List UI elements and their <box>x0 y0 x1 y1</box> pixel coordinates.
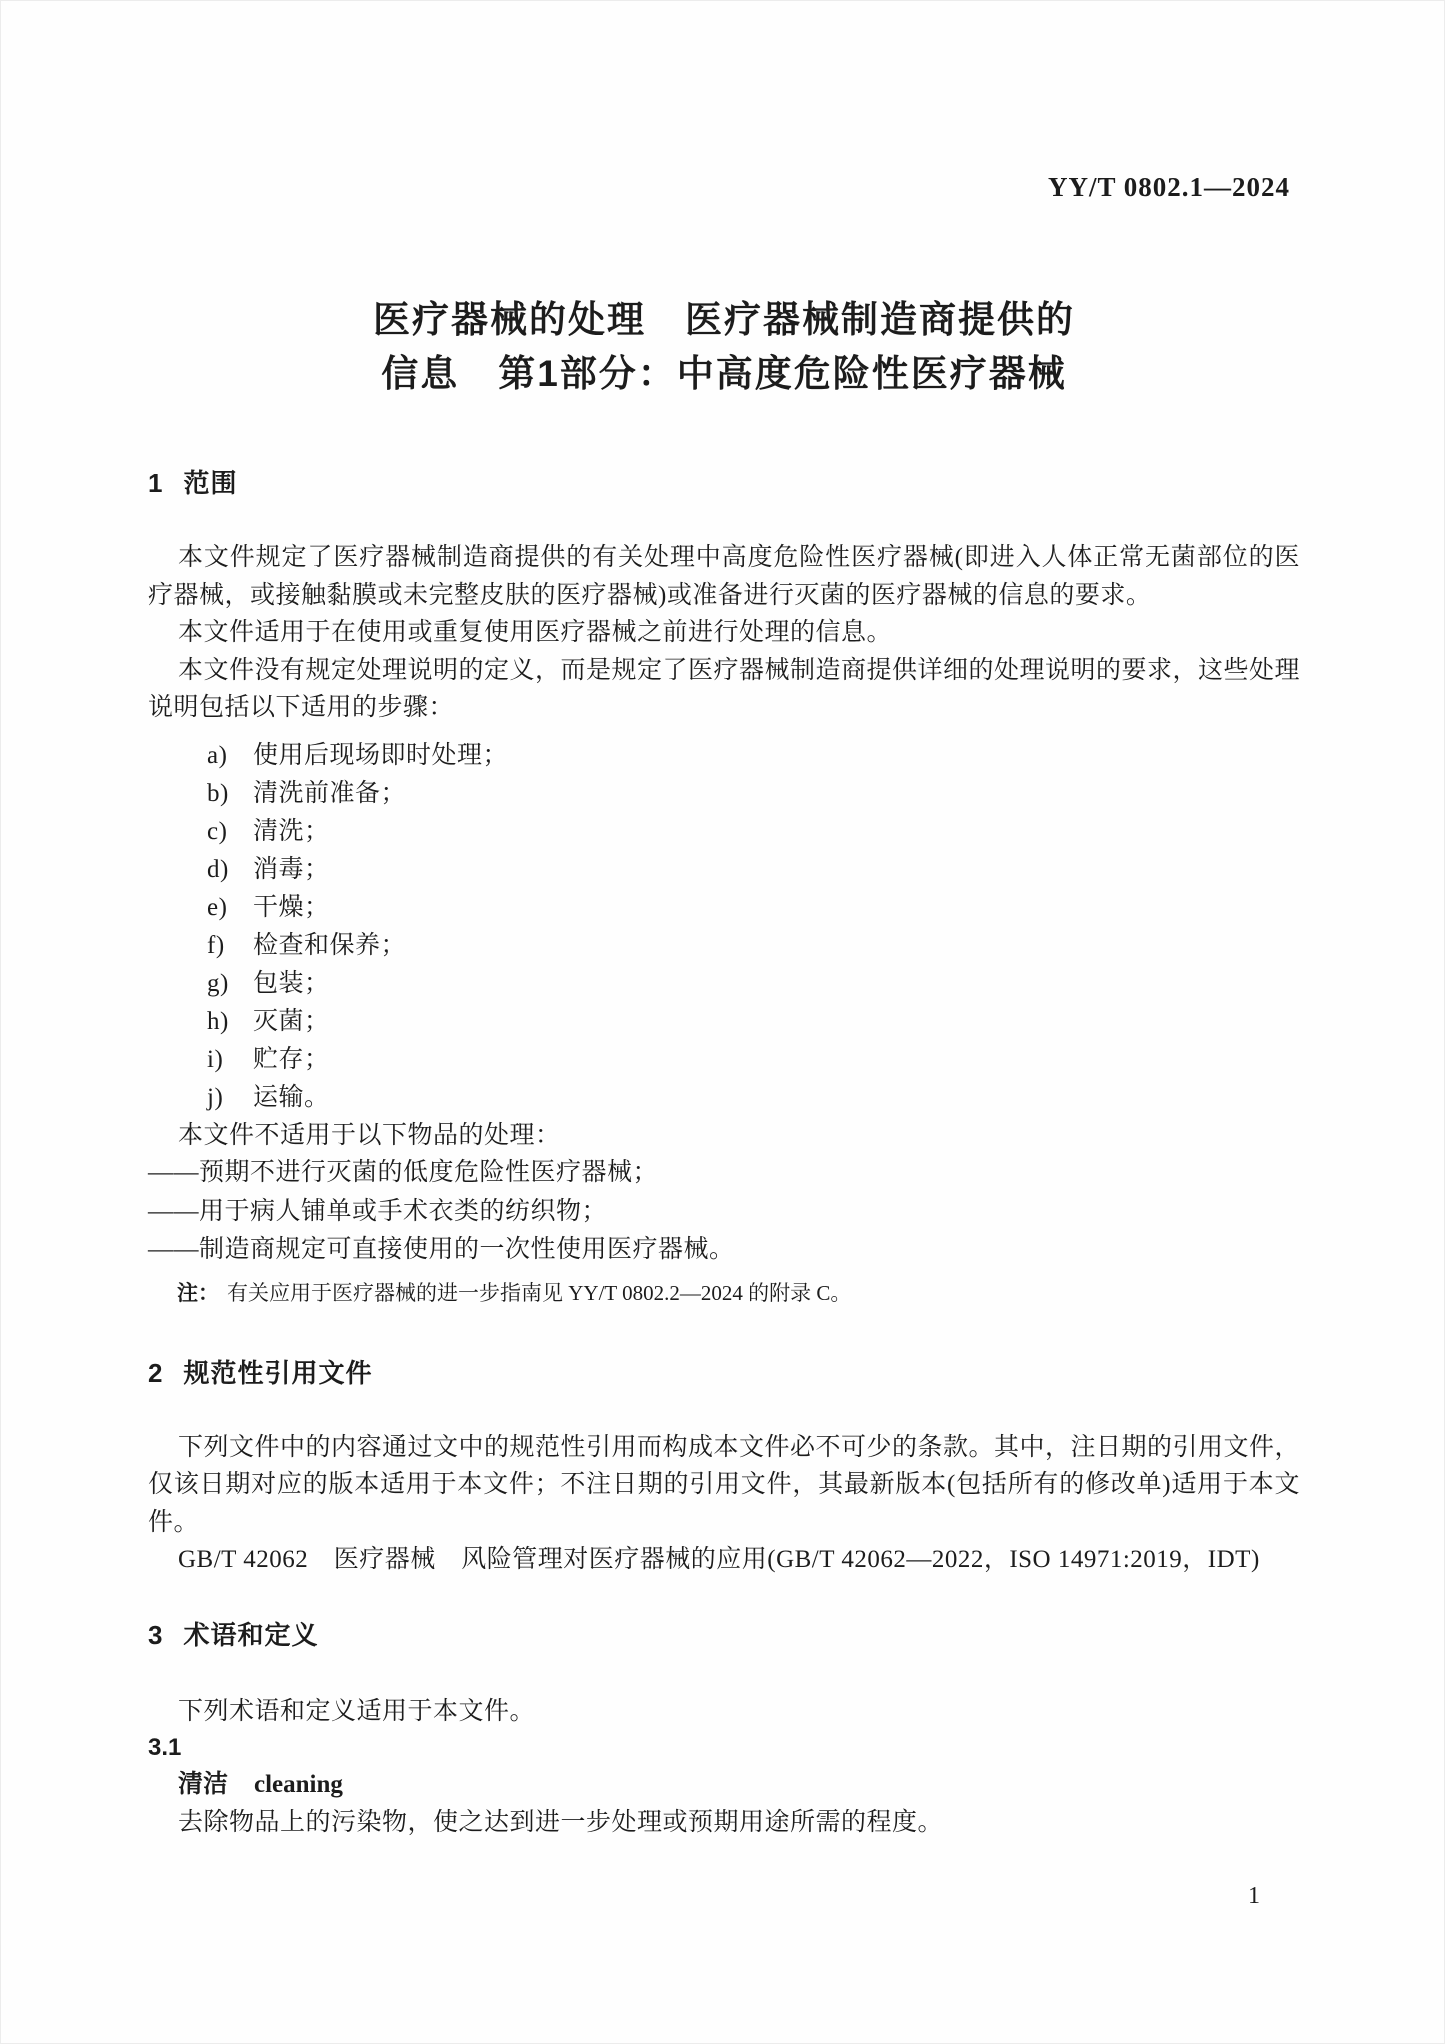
list-item-label: g) <box>207 969 229 997</box>
clause-2-number: 2 <box>148 1357 164 1388</box>
list-item-label: j) <box>207 1083 224 1111</box>
list-item-label: i) <box>207 1045 224 1073</box>
scope-paragraph-2: 本文件适用于在使用或重复使用医疗器械之前进行处理的信息。 <box>178 619 893 646</box>
list-item-label: a) <box>207 741 228 769</box>
term-english: cleaning <box>254 1771 343 1798</box>
title-line-1: 医疗器械的处理 医疗器械制造商提供的 <box>373 299 1075 340</box>
list-item-label: h) <box>207 1007 229 1035</box>
list-item <box>148 1003 1300 1041</box>
list-item-label: c) <box>207 817 228 845</box>
clause-3-number: 3 <box>148 1619 164 1650</box>
page-number: 1 <box>1248 1883 1260 1909</box>
list-item <box>148 851 1300 889</box>
title-line-2: 信息 第1部分：中高度危险性医疗器械 <box>381 353 1067 394</box>
exclusion-item <box>148 1231 1300 1270</box>
list-item-text: 运输。 <box>253 1083 330 1111</box>
exclusion-item <box>148 1193 1300 1232</box>
list-item-label: e) <box>207 893 228 921</box>
list-item <box>148 965 1300 1003</box>
note-label: 注： <box>177 1281 219 1305</box>
list-item-text: 灭菌； <box>253 1007 330 1035</box>
clause-1-title: 范围 <box>183 468 238 498</box>
exclusion-text: 用于病人铺单或手术衣类的纺织物； <box>199 1197 608 1225</box>
dash-prefix: —— <box>148 1159 199 1186</box>
term-entry-number: 3.1 <box>148 1734 182 1761</box>
list-item <box>148 1079 1300 1117</box>
clause-2-heading <box>148 1357 1300 1389</box>
exclusion-text: 预期不进行灭菌的低度危险性医疗器械； <box>199 1159 659 1186</box>
page-content <box>148 0 1300 1841</box>
note-text: 有关应用于医疗器械的进一步指南见 YY/T 0802.2—2024 的附录 C。 <box>227 1280 852 1305</box>
scope-paragraph-3: 本文件没有规定处理说明的定义，而是规定了医疗器械制造商提供详细的处理说明的要求，这些处理说明包括以下适用的步骤： <box>148 656 1301 721</box>
scope-paragraph-1: 本文件规定了医疗器械制造商提供的有关处理中高度危险性医疗器械(即进入人体正常无菌部位的医疗器械，或接触黏膜或未完整皮肤的医疗器械)或准备进行灭菌的医疗器械的信息的要求。 <box>148 544 1300 609</box>
list-item-text: 使用后现场即时处理； <box>253 741 509 769</box>
list-item <box>148 889 1300 927</box>
list-item <box>148 927 1300 965</box>
list-item-text: 清洗前准备； <box>253 779 407 807</box>
term-definition: 去除物品上的污染物，使之达到进一步处理或预期用途所需的程度。 <box>178 1808 944 1836</box>
term-entry <box>148 1766 1300 1804</box>
document-title <box>148 293 1300 401</box>
processing-steps-list <box>148 737 1300 1117</box>
clause-1-number: 1 <box>148 468 164 498</box>
exclusion-item <box>148 1154 1300 1193</box>
list-item-text: 干燥； <box>253 893 330 921</box>
normative-refs-paragraph: 下列文件中的内容通过文中的规范性引用而构成本文件必不可少的条款。其中，注日期的引用文件，仅该日期对应的版本适用于本文件；不注日期的引用文件，其最新版本(包括所有的修改单)适用于本文件。 <box>148 1433 1301 1536</box>
list-item-text: 清洗； <box>253 817 330 845</box>
dash-prefix: —— <box>148 1197 199 1225</box>
list-item-text: 消毒； <box>253 855 330 883</box>
clause-1-heading <box>148 467 1300 499</box>
list-item-text: 包装； <box>253 969 330 997</box>
scope-paragraph-4: 本文件不适用于以下物品的处理： <box>178 1121 561 1149</box>
term-chinese: 清洁 <box>178 1770 229 1798</box>
list-item-text: 贮存； <box>253 1045 330 1073</box>
list-item <box>148 775 1300 813</box>
list-item <box>148 813 1300 851</box>
list-item <box>148 1041 1300 1079</box>
list-item-label: d) <box>207 855 229 883</box>
clause-3-heading <box>148 1619 1300 1651</box>
list-item-text: 检查和保养； <box>253 931 407 959</box>
dash-prefix: —— <box>148 1236 199 1263</box>
note <box>148 1278 1300 1309</box>
standard-reference: YY/T 0802.1—2024 <box>1047 172 1290 202</box>
clause-2-title: 规范性引用文件 <box>183 1357 373 1388</box>
normative-reference-entry: GB/T 42062 医疗器械 风险管理对医疗器械的应用(GB/T 42062—2022，ISO 14971:2019，IDT) <box>178 1546 1260 1573</box>
list-item-label: f) <box>207 931 225 959</box>
list-item-label: b) <box>207 779 229 807</box>
exclusion-text: 制造商规定可直接使用的一次性使用医疗器械。 <box>199 1236 735 1263</box>
list-item <box>148 737 1300 775</box>
clause-3-title: 术语和定义 <box>183 1619 319 1650</box>
terms-intro: 下列术语和定义适用于本文件。 <box>178 1697 536 1725</box>
